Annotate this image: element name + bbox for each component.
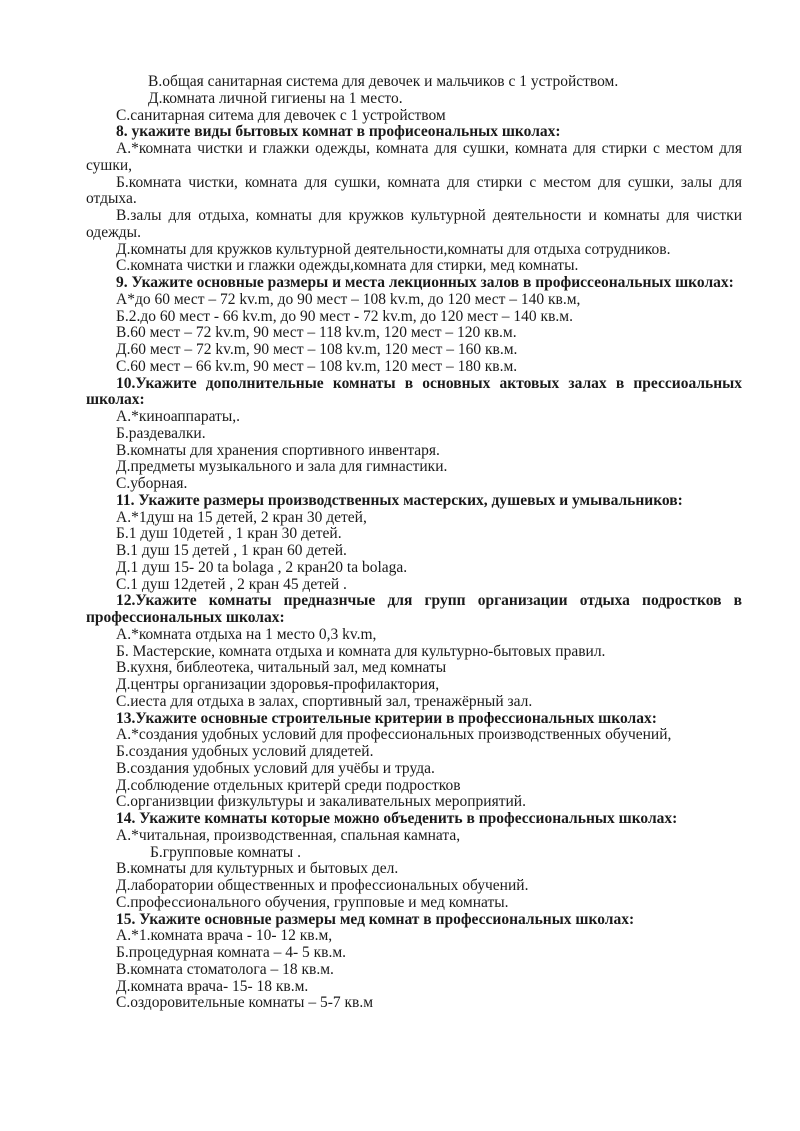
question-12: 12.Укажите комнаты предназнчые для групп организации отдыха подростков в профессиональных школах: [86,592,742,626]
answer-line: С.санитарная ситема для девочек с 1 устройством [116,106,446,124]
answer-line: Д.1 душ 15- 20 ta bolaga , 2 кран20 ta bolaga. [116,558,408,576]
question-11: 11. Укажите размеры производственных мастерских, душевых и умывальников: [116,491,683,509]
answer-line: Б.2.до 60 мест - 66 kv.m, до 90 мест - 72 kv.m, до 120 мест – 140 кв.м. [116,307,573,325]
answer-line: В.комнаты для хранения спортивного инвентаря. [116,441,440,459]
answer-line: В.общая санитарная система для девочек и мальчиков с 1 устройством. [148,73,619,90]
answer-line: С.60 мест – 66 kv.m, 90 мест – 108 kv.m, 120 мест – 180 кв.м. [116,357,518,375]
answer-line: Б.1 душ 10детей , 1 кран 30 детей. [116,525,342,543]
question-15: 15. Укажите основные размеры мед комнат в профессиональных школах: [116,910,635,928]
answer-line: А.*комната отдыха на 1 место 0,3 kv.m, [116,625,377,643]
answer-line: С.комната чистки и глажки одежды,комната для стирки, мед комнаты. [116,257,579,275]
answer-line: Д.лаборатории общественных и профессиональных обучений. [116,877,529,894]
answer-line: Б.групповые комнаты . [150,843,301,861]
question-14: 14. Укажите комнаты которые можно объеденить в профессиональных школах: [116,810,678,827]
answer-line: Д.предметы музыкального и зала для гимнастики. [116,458,448,476]
answer-line: Д.комната личной гигиены на 1 место. [148,89,403,107]
answer-line: В.комнаты для культурных и бытовых дел. [116,860,399,878]
answer-line: А.*создания удобных условий для профессиональных производственных обучений, [116,726,672,744]
answer-line: С.уборная. [116,475,188,492]
answer-line: А.*комната чистки и глажки одежды, комната для сушки, комната для стирки с местом для сушки, [86,140,742,174]
answer-line: Б.создания удобных условий длядетей. [116,743,374,760]
answer-line: Б.комната чистки, комната для сушки, комната для стирки с местом для сушки, залы для отдыха. [86,173,742,208]
answer-line: Д.комнаты для кружков культурной деятельности,комнаты для отдыха сотрудников. [116,240,671,258]
answer-line: С.оздоровительные комнаты – 5-7 кв.м [116,994,374,1012]
answer-line: С.организвции физкультуры и закаливательных мероприятий. [116,793,526,811]
answer-line: В.комната стоматолога – 18 кв.м. [116,960,334,978]
answer-line: А.*1.комната врача - 10- 12 кв.м, [116,927,333,945]
answer-line: В.залы для отдыха, комнаты для кружков культурной деятельности и комнаты для чистки одежды. [86,207,742,241]
document-page [86,74,742,1012]
question-9: 9. Укажите основные размеры и места лекционных залов в профиссеональных школах: [116,274,734,291]
answer-line: В.кухня, библеотека, читальный зал, мед комнаты [116,659,447,677]
answer-line: А.*киноаппараты,. [116,408,240,425]
answer-line: Б.раздевалки. [116,424,206,442]
answer-line: В.60 мест – 72 kv.m, 90 мест – 118 kv.m, 120 мест – 120 кв.м. [116,324,517,342]
answer-line: В.создания удобных условий для учёбы и труда. [116,759,435,777]
answer-line: Б.процедурная комната – 4- 5 кв.м. [116,944,347,961]
answer-line: Д.комната врача- 15- 18 кв.м. [116,977,309,995]
answer-line: Б. Мастерские, комната отдыха и комната для культурно-бытовых правил. [116,642,606,660]
question-10: 10.Укажите дополнительные комнаты в основных актовых залах в прессиоальных школах: [86,374,742,409]
answer-line: Д.центры организации здоровья-профилактория, [116,676,440,693]
answer-line: А*до 60 мест – 72 kv.m, до 90 мест – 108 kv.m, до 120 мест – 140 кв.м, [116,290,581,308]
answer-line: С.профессионального обучения, групповые и мед комнаты. [116,893,509,911]
question-13: 13.Укажите основные строительные критерии в профессиональных школах: [116,709,657,727]
answer-line: С.1 душ 12детей , 2 кран 45 детей . [116,575,347,593]
answer-line: В.1 душ 15 детей , 1 кран 60 детей. [116,542,347,559]
answer-line: С.иеста для отдыха в залах, спортивный зал, тренажёрный зал. [116,692,533,710]
answer-line: А.*1душ на 15 детей, 2 кран 30 детей, [116,508,367,526]
question-8: 8. укажите виды бытовых комнат в профисеональных школах: [116,123,561,141]
answer-line: А.*читальная, производственная, спальная камната, [116,826,461,844]
answer-line: Д.соблюдение отдельных критерй среди подростков [116,776,461,794]
answer-line: Д.60 мест – 72 kv.m, 90 мест – 108 kv.m, 120 мест – 160 кв.м. [116,341,518,358]
